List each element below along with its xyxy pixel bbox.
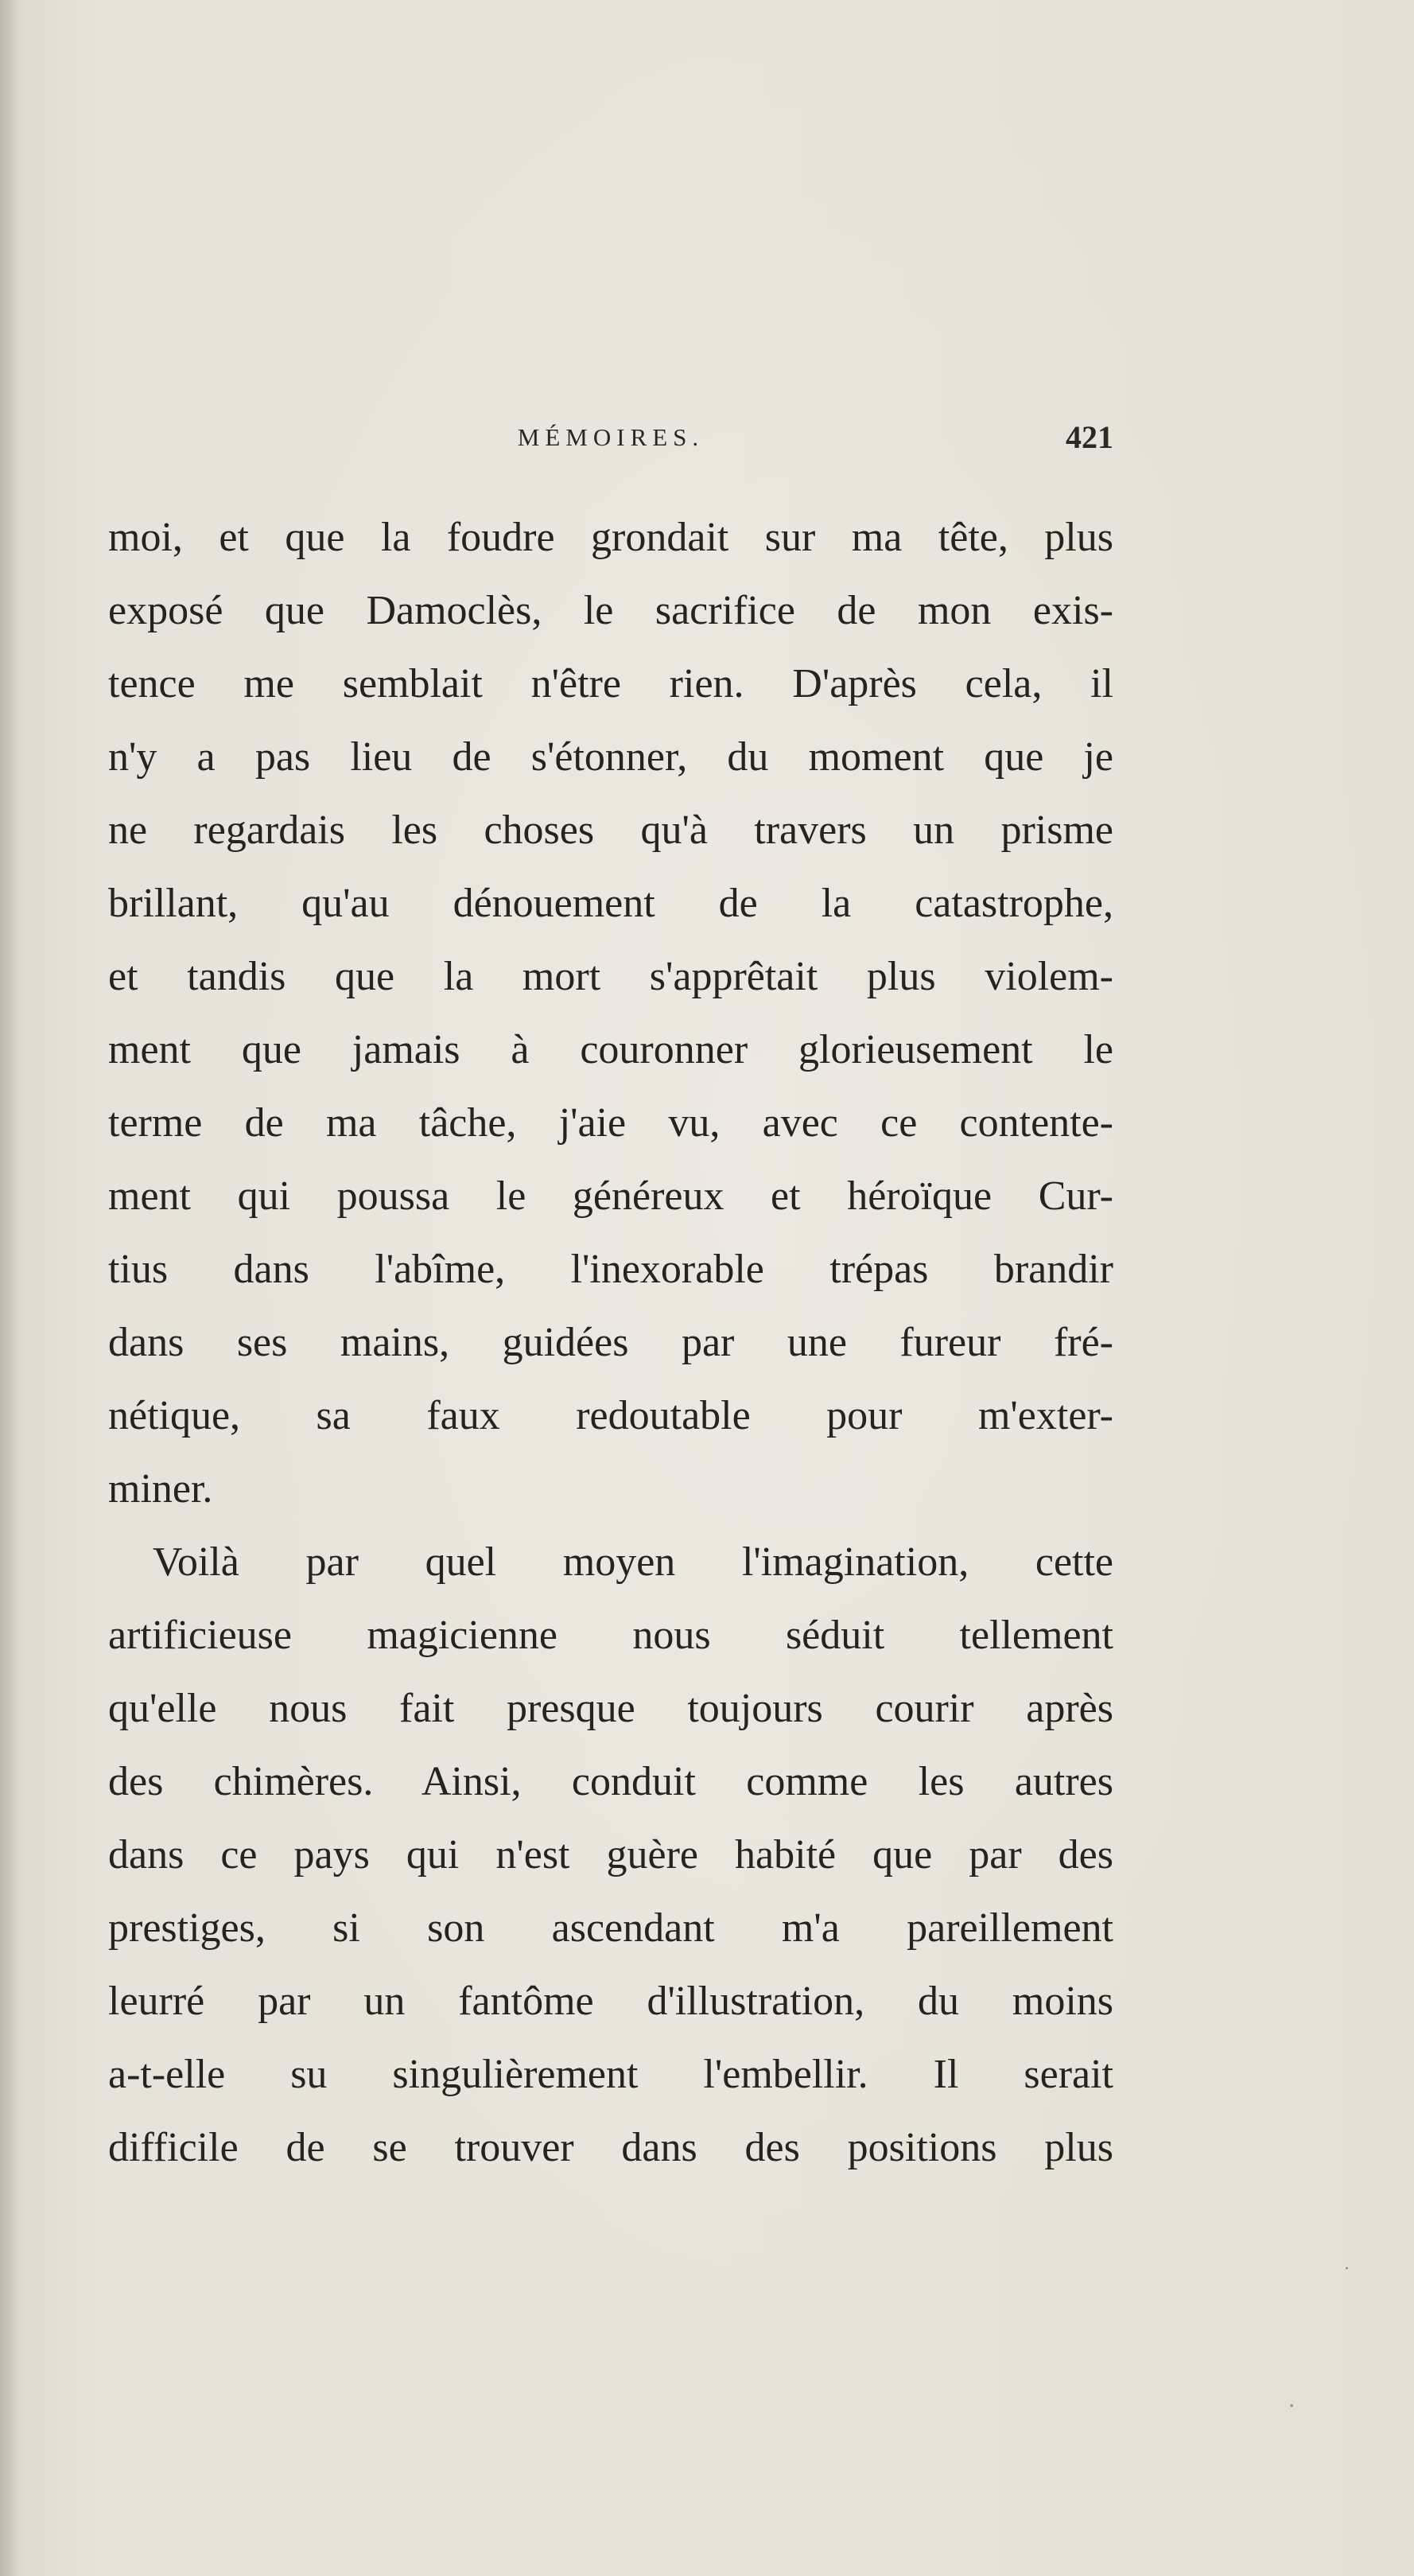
text-line: nétique, sa faux redoutable pour m'exter- <box>108 1393 1113 1438</box>
page-number: 421 <box>1066 419 1113 455</box>
text-line: n'y a pas lieu de s'étonner, du moment que je <box>108 734 1113 780</box>
spine-shadow <box>0 0 21 2576</box>
paragraph-end-line: miner. <box>108 1466 213 1512</box>
paper-speck: · <box>1288 2395 1296 2418</box>
text-line: des chimères. Ainsi, conduit comme les autres <box>108 1759 1113 1804</box>
paragraph-start-line: Voilà par quel moyen l'imagination, cette <box>153 1539 1113 1585</box>
text-line: dans ses mains, guidées par une fureur fré- <box>108 1320 1113 1365</box>
text-line: qu'elle nous fait presque toujours courir après <box>108 1686 1113 1731</box>
text-line: prestiges, si son ascendant m'a pareillement <box>108 1905 1113 1951</box>
text-line: ne regardais les choses qu'à travers un prisme <box>108 807 1113 853</box>
text-line: terme de ma tâche, j'aie vu, avec ce contente- <box>108 1100 1113 1146</box>
text-line: difficile de se trouver dans des positions plus <box>108 2125 1113 2170</box>
running-head <box>108 418 1113 466</box>
text-line: artificieuse magicienne nous séduit tellement <box>108 1613 1113 1658</box>
text-line: tius dans l'abîme, l'inexorable trépas brandir <box>108 1247 1113 1292</box>
text-line: dans ce pays qui n'est guère habité que par des <box>108 1832 1113 1878</box>
paper-speck: · <box>1344 2259 1350 2279</box>
text-line: ment que jamais à couronner glorieusement le <box>108 1027 1113 1072</box>
text-line: ment qui poussa le généreux et héroïque Cur- <box>108 1173 1113 1219</box>
text-line: et tandis que la mort s'apprêtait plus violem- <box>108 954 1113 999</box>
text-line: moi, et que la foudre grondait sur ma tête, plus <box>108 515 1113 560</box>
body-text <box>108 501 1113 2185</box>
text-line: tence me semblait n'être rien. D'après cela, il <box>108 661 1113 706</box>
text-line: leurré par un fantôme d'illustration, du moins <box>108 1979 1113 2024</box>
text-line: a-t-elle su singulièrement l'embellir. Il serait <box>108 2052 1113 2097</box>
text-line: brillant, qu'au dénouement de la catastrophe, <box>108 881 1113 926</box>
text-line: exposé que Damoclès, le sacrifice de mon exis- <box>108 588 1113 633</box>
running-title: MÉMOIRES. <box>517 423 705 451</box>
